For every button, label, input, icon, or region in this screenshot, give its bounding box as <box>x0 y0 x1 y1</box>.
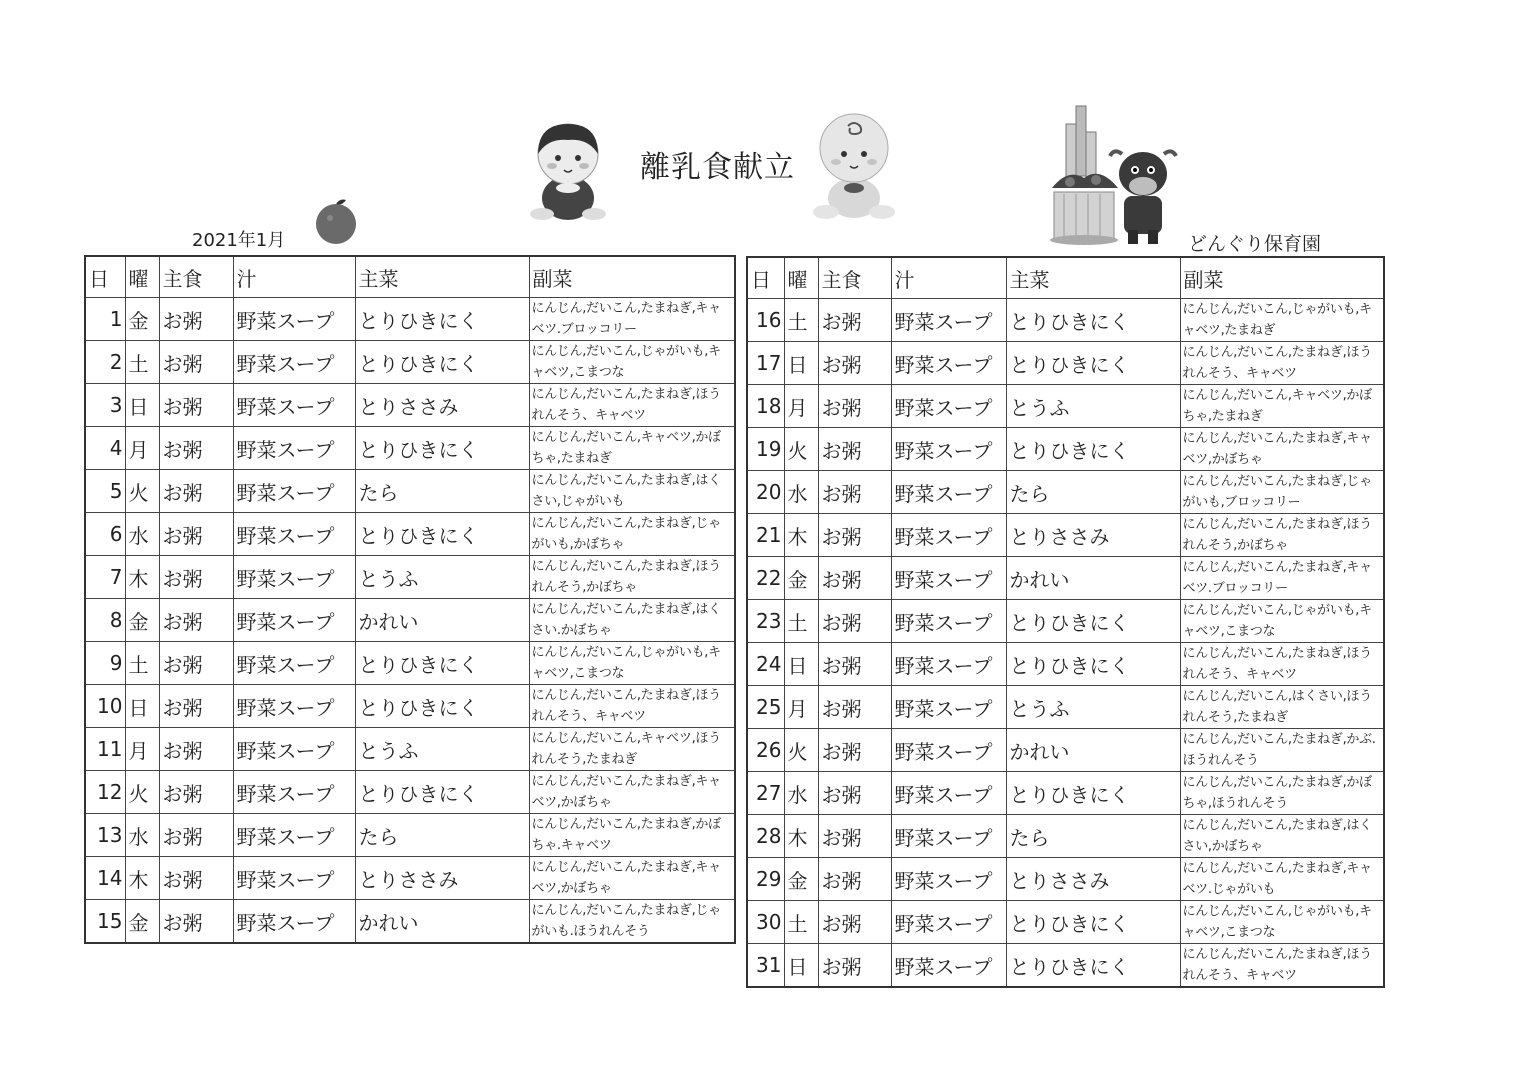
table-header-row <box>85 256 735 298</box>
staple-cell: お粥 <box>818 729 891 772</box>
side-dish-cell: にんじん,だいこん,たまねぎ,キャベツ,かぼちゃ <box>1180 428 1384 471</box>
header-day: 日 <box>747 257 784 299</box>
main-dish-cell: とうふ <box>1006 385 1180 428</box>
header-main-dish: 主菜 <box>355 256 529 298</box>
day-cell: 15 <box>85 900 125 944</box>
soup-cell: 野菜スープ <box>891 428 1006 471</box>
weekday-cell: 月 <box>784 686 818 729</box>
side-dish-cell: にんじん,だいこん,たまねぎ,キャベツ,かぼちゃ <box>529 857 735 900</box>
soup-cell: 野菜スープ <box>233 599 355 642</box>
weekday-cell: 月 <box>125 728 159 771</box>
soup-cell: 野菜スープ <box>233 427 355 470</box>
staple-cell: お粥 <box>818 557 891 600</box>
table-row <box>85 814 735 857</box>
menu-date: 2021年1月 <box>192 230 286 251</box>
table-row <box>747 686 1384 729</box>
main-dish-cell: たら <box>355 470 529 513</box>
right-rows <box>747 299 1384 988</box>
staple-cell: お粥 <box>159 857 233 900</box>
main-dish-cell: たら <box>355 814 529 857</box>
weekday-cell: 月 <box>125 427 159 470</box>
day-cell: 6 <box>85 513 125 556</box>
staple-cell: お粥 <box>159 384 233 427</box>
header-day: 日 <box>85 256 125 298</box>
weekday-cell: 木 <box>125 857 159 900</box>
main-dish-cell: とりひきにく <box>1006 342 1180 385</box>
staple-cell: お粥 <box>159 513 233 556</box>
side-dish-cell: にんじん,だいこん,たまねぎ,はくさい,かぼちゃ <box>1180 815 1384 858</box>
weekday-cell: 金 <box>125 599 159 642</box>
side-dish-cell: にんじん,だいこん,たまねぎ,キャベツ.ブロッコリー <box>1180 557 1384 600</box>
weekday-cell: 金 <box>784 557 818 600</box>
main-dish-cell: とりひきにく <box>1006 428 1180 471</box>
soup-cell: 野菜スープ <box>233 771 355 814</box>
side-dish-cell: にんじん,だいこん,たまねぎ,はくさい.かぼちゃ <box>529 599 735 642</box>
weekday-cell: 土 <box>784 299 818 342</box>
side-dish-cell: にんじん,だいこん,たまねぎ,ほうれんそう、キャベツ <box>1180 342 1384 385</box>
table-row <box>85 513 735 556</box>
soup-cell: 野菜スープ <box>891 944 1006 988</box>
header-weekday: 曜 <box>784 257 818 299</box>
side-dish-cell: にんじん,だいこん,キャベツ,かぼちゃ,たまねぎ <box>529 427 735 470</box>
table-row <box>85 771 735 814</box>
main-dish-cell: とうふ <box>355 556 529 599</box>
soup-cell: 野菜スープ <box>233 384 355 427</box>
header-side-dish: 副菜 <box>1180 257 1384 299</box>
soup-cell: 野菜スープ <box>891 385 1006 428</box>
table-row <box>85 427 735 470</box>
header-staple: 主食 <box>818 257 891 299</box>
day-cell: 17 <box>747 342 784 385</box>
day-cell: 8 <box>85 599 125 642</box>
staple-cell: お粥 <box>159 771 233 814</box>
side-dish-cell: にんじん,だいこん,たまねぎ,じゃがいも,ブロッコリー <box>1180 471 1384 514</box>
staple-cell: お粥 <box>818 944 891 988</box>
day-cell: 7 <box>85 556 125 599</box>
side-dish-cell: にんじん,だいこん,じゃがいも,キャベツ,たまねぎ <box>1180 299 1384 342</box>
table-row <box>747 428 1384 471</box>
soup-cell: 野菜スープ <box>233 298 355 341</box>
staple-cell: お粥 <box>818 428 891 471</box>
soup-cell: 野菜スープ <box>891 643 1006 686</box>
main-dish-cell: たら <box>1006 815 1180 858</box>
side-dish-cell: にんじん,だいこん,たまねぎ,かぼちゃ,ほうれんそう <box>1180 772 1384 815</box>
soup-cell: 野菜スープ <box>891 772 1006 815</box>
side-dish-cell: にんじん,だいこん,たまねぎ,じゃがいも.ほうれんそう <box>529 900 735 944</box>
weekday-cell: 日 <box>784 342 818 385</box>
staple-cell: お粥 <box>159 685 233 728</box>
header-soup: 汁 <box>891 257 1006 299</box>
day-cell: 1 <box>85 298 125 341</box>
header-main-dish: 主菜 <box>1006 257 1180 299</box>
table-row <box>85 900 735 944</box>
table-row <box>747 643 1384 686</box>
soup-cell: 野菜スープ <box>233 814 355 857</box>
staple-cell: お粥 <box>159 642 233 685</box>
day-cell: 22 <box>747 557 784 600</box>
ox-icon <box>1108 144 1178 246</box>
main-dish-cell: とりひきにく <box>355 298 529 341</box>
day-cell: 13 <box>85 814 125 857</box>
header-weekday: 曜 <box>125 256 159 298</box>
day-cell: 2 <box>85 341 125 384</box>
table-row <box>747 901 1384 944</box>
mikan-orange-icon <box>310 194 362 246</box>
staple-cell: お粥 <box>159 599 233 642</box>
day-cell: 26 <box>747 729 784 772</box>
staple-cell: お粥 <box>159 556 233 599</box>
main-dish-cell: とりささみ <box>355 857 529 900</box>
main-dish-cell: とりひきにく <box>355 341 529 384</box>
day-cell: 16 <box>747 299 784 342</box>
main-dish-cell: とりささみ <box>355 384 529 427</box>
soup-cell: 野菜スープ <box>891 299 1006 342</box>
table-row <box>85 642 735 685</box>
weekday-cell: 日 <box>784 643 818 686</box>
main-dish-cell: とりひきにく <box>355 685 529 728</box>
staple-cell: お粥 <box>159 298 233 341</box>
side-dish-cell: にんじん,だいこん,たまねぎ,ほうれんそう、キャベツ <box>1180 944 1384 988</box>
weekday-cell: 土 <box>784 600 818 643</box>
main-dish-cell: とりひきにく <box>1006 600 1180 643</box>
main-dish-cell: とりひきにく <box>355 427 529 470</box>
school-name: どんぐり保育園 <box>1188 233 1322 255</box>
weekday-cell: 土 <box>784 901 818 944</box>
weekday-cell: 木 <box>784 514 818 557</box>
day-cell: 19 <box>747 428 784 471</box>
table-row <box>747 944 1384 988</box>
table-row <box>85 728 735 771</box>
main-dish-cell: とうふ <box>1006 686 1180 729</box>
weekday-cell: 月 <box>784 385 818 428</box>
day-cell: 10 <box>85 685 125 728</box>
table-row <box>747 557 1384 600</box>
weekday-cell: 金 <box>125 298 159 341</box>
weekday-cell: 水 <box>125 814 159 857</box>
main-dish-cell: かれい <box>1006 557 1180 600</box>
side-dish-cell: にんじん,だいこん,たまねぎ,キャベツ.ブロッコリー <box>529 298 735 341</box>
soup-cell: 野菜スープ <box>891 729 1006 772</box>
soup-cell: 野菜スープ <box>891 557 1006 600</box>
staple-cell: お粥 <box>818 643 891 686</box>
table-header-row <box>747 257 1384 299</box>
main-dish-cell: とりささみ <box>1006 514 1180 557</box>
staple-cell: お粥 <box>159 728 233 771</box>
staple-cell: お粥 <box>818 600 891 643</box>
weekday-cell: 水 <box>784 471 818 514</box>
side-dish-cell: にんじん,だいこん,たまねぎ,ほうれんそう,かぼちゃ <box>529 556 735 599</box>
staple-cell: お粥 <box>159 470 233 513</box>
table-row <box>85 298 735 341</box>
header-soup: 汁 <box>233 256 355 298</box>
main-dish-cell: かれい <box>1006 729 1180 772</box>
table-row <box>747 385 1384 428</box>
day-cell: 5 <box>85 470 125 513</box>
staple-cell: お粥 <box>159 427 233 470</box>
staple-cell: お粥 <box>159 900 233 944</box>
table-row <box>747 729 1384 772</box>
soup-cell: 野菜スープ <box>891 858 1006 901</box>
main-dish-cell: かれい <box>355 900 529 944</box>
soup-cell: 野菜スープ <box>233 513 355 556</box>
day-cell: 12 <box>85 771 125 814</box>
left-rows <box>85 298 735 944</box>
staple-cell: お粥 <box>818 901 891 944</box>
table-row <box>85 556 735 599</box>
day-cell: 23 <box>747 600 784 643</box>
side-dish-cell: にんじん,だいこん,じゃがいも,キャベツ,こまつな <box>529 642 735 685</box>
table-row <box>85 341 735 384</box>
soup-cell: 野菜スープ <box>233 341 355 384</box>
staple-cell: お粥 <box>159 341 233 384</box>
side-dish-cell: にんじん,だいこん,たまねぎ,キャベツ.じゃがいも <box>1180 858 1384 901</box>
soup-cell: 野菜スープ <box>891 342 1006 385</box>
soup-cell: 野菜スープ <box>233 900 355 944</box>
day-cell: 4 <box>85 427 125 470</box>
page-title: 離乳食献立 <box>640 150 795 185</box>
side-dish-cell: にんじん,だいこん,たまねぎ,じゃがいも,かぼちゃ <box>529 513 735 556</box>
day-cell: 11 <box>85 728 125 771</box>
baby-girl-icon <box>522 118 614 222</box>
table-row <box>85 384 735 427</box>
soup-cell: 野菜スープ <box>233 685 355 728</box>
side-dish-cell: にんじん,だいこん,たまねぎ,ほうれんそう、キャベツ <box>529 384 735 427</box>
main-dish-cell: とうふ <box>355 728 529 771</box>
staple-cell: お粥 <box>818 342 891 385</box>
soup-cell: 野菜スープ <box>233 556 355 599</box>
soup-cell: 野菜スープ <box>891 600 1006 643</box>
table-row <box>85 685 735 728</box>
table-row <box>747 514 1384 557</box>
main-dish-cell: とりひきにく <box>1006 901 1180 944</box>
main-dish-cell: とりひきにく <box>355 642 529 685</box>
day-cell: 18 <box>747 385 784 428</box>
staple-cell: お粥 <box>159 814 233 857</box>
table-row <box>85 857 735 900</box>
main-dish-cell: かれい <box>355 599 529 642</box>
main-dish-cell: たら <box>1006 471 1180 514</box>
side-dish-cell: にんじん,だいこん,キャベツ,ほうれんそう,たまねぎ <box>529 728 735 771</box>
side-dish-cell: にんじん,だいこん,じゃがいも,キャベツ,こまつな <box>529 341 735 384</box>
table-row <box>747 858 1384 901</box>
header-staple: 主食 <box>159 256 233 298</box>
staple-cell: お粥 <box>818 514 891 557</box>
table-row <box>747 342 1384 385</box>
main-dish-cell: とりひきにく <box>1006 944 1180 988</box>
side-dish-cell: にんじん,だいこん,たまねぎ,はくさい,じゃがいも <box>529 470 735 513</box>
side-dish-cell: にんじん,だいこん,たまねぎ,ほうれんそう、キャベツ <box>1180 643 1384 686</box>
weekday-cell: 水 <box>125 513 159 556</box>
day-cell: 21 <box>747 514 784 557</box>
day-cell: 24 <box>747 643 784 686</box>
side-dish-cell: にんじん,だいこん,たまねぎ,キャベツ,かぼちゃ <box>529 771 735 814</box>
day-cell: 27 <box>747 772 784 815</box>
side-dish-cell: にんじん,だいこん,たまねぎ,ほうれんそう,かぼちゃ <box>1180 514 1384 557</box>
soup-cell: 野菜スープ <box>891 471 1006 514</box>
staple-cell: お粥 <box>818 299 891 342</box>
side-dish-cell: にんじん,だいこん,たまねぎ,かぶ.ほうれんそう <box>1180 729 1384 772</box>
weekday-cell: 火 <box>784 428 818 471</box>
table-row <box>747 299 1384 342</box>
staple-cell: お粥 <box>818 686 891 729</box>
weekday-cell: 火 <box>125 771 159 814</box>
day-cell: 29 <box>747 858 784 901</box>
side-dish-cell: にんじん,だいこん,キャベツ,かぼちゃ,たまねぎ <box>1180 385 1384 428</box>
soup-cell: 野菜スープ <box>891 901 1006 944</box>
menu-table-right <box>746 256 1385 988</box>
table-row <box>747 600 1384 643</box>
day-cell: 25 <box>747 686 784 729</box>
staple-cell: お粥 <box>818 815 891 858</box>
day-cell: 9 <box>85 642 125 685</box>
soup-cell: 野菜スープ <box>233 470 355 513</box>
table-row <box>85 599 735 642</box>
soup-cell: 野菜スープ <box>233 857 355 900</box>
main-dish-cell: とりひきにく <box>1006 299 1180 342</box>
soup-cell: 野菜スープ <box>233 728 355 771</box>
day-cell: 20 <box>747 471 784 514</box>
weekday-cell: 木 <box>125 556 159 599</box>
weekday-cell: 日 <box>125 685 159 728</box>
main-dish-cell: とりひきにく <box>355 513 529 556</box>
baby-boy-icon <box>806 106 902 222</box>
day-cell: 14 <box>85 857 125 900</box>
side-dish-cell: にんじん,だいこん,たまねぎ,かぼちゃ.キャベツ <box>529 814 735 857</box>
menu-table-left <box>84 255 736 944</box>
weekday-cell: 金 <box>125 900 159 944</box>
weekday-cell: 土 <box>125 341 159 384</box>
weekday-cell: 水 <box>784 772 818 815</box>
main-dish-cell: とりひきにく <box>1006 643 1180 686</box>
table-row <box>747 772 1384 815</box>
staple-cell: お粥 <box>818 858 891 901</box>
main-dish-cell: とりひきにく <box>1006 772 1180 815</box>
staple-cell: お粥 <box>818 772 891 815</box>
weekday-cell: 金 <box>784 858 818 901</box>
side-dish-cell: にんじん,だいこん,たまねぎ,ほうれんそう、キャベツ <box>529 685 735 728</box>
day-cell: 30 <box>747 901 784 944</box>
weekday-cell: 日 <box>784 944 818 988</box>
weekday-cell: 土 <box>125 642 159 685</box>
side-dish-cell: にんじん,だいこん,はくさい,ほうれんそう,たまねぎ <box>1180 686 1384 729</box>
weekday-cell: 火 <box>125 470 159 513</box>
staple-cell: お粥 <box>818 471 891 514</box>
side-dish-cell: にんじん,だいこん,じゃがいも,キャベツ,こまつな <box>1180 600 1384 643</box>
day-cell: 31 <box>747 944 784 988</box>
soup-cell: 野菜スープ <box>891 815 1006 858</box>
staple-cell: お粥 <box>818 385 891 428</box>
soup-cell: 野菜スープ <box>891 686 1006 729</box>
main-dish-cell: とりひきにく <box>355 771 529 814</box>
weekday-cell: 日 <box>125 384 159 427</box>
soup-cell: 野菜スープ <box>233 642 355 685</box>
side-dish-cell: にんじん,だいこん,じゃがいも,キャベツ,こまつな <box>1180 901 1384 944</box>
soup-cell: 野菜スープ <box>891 514 1006 557</box>
table-row <box>85 470 735 513</box>
day-cell: 28 <box>747 815 784 858</box>
weekday-cell: 木 <box>784 815 818 858</box>
main-dish-cell: とりささみ <box>1006 858 1180 901</box>
table-row <box>747 471 1384 514</box>
header-side-dish: 副菜 <box>529 256 735 298</box>
weekday-cell: 火 <box>784 729 818 772</box>
table-row <box>747 815 1384 858</box>
day-cell: 3 <box>85 384 125 427</box>
